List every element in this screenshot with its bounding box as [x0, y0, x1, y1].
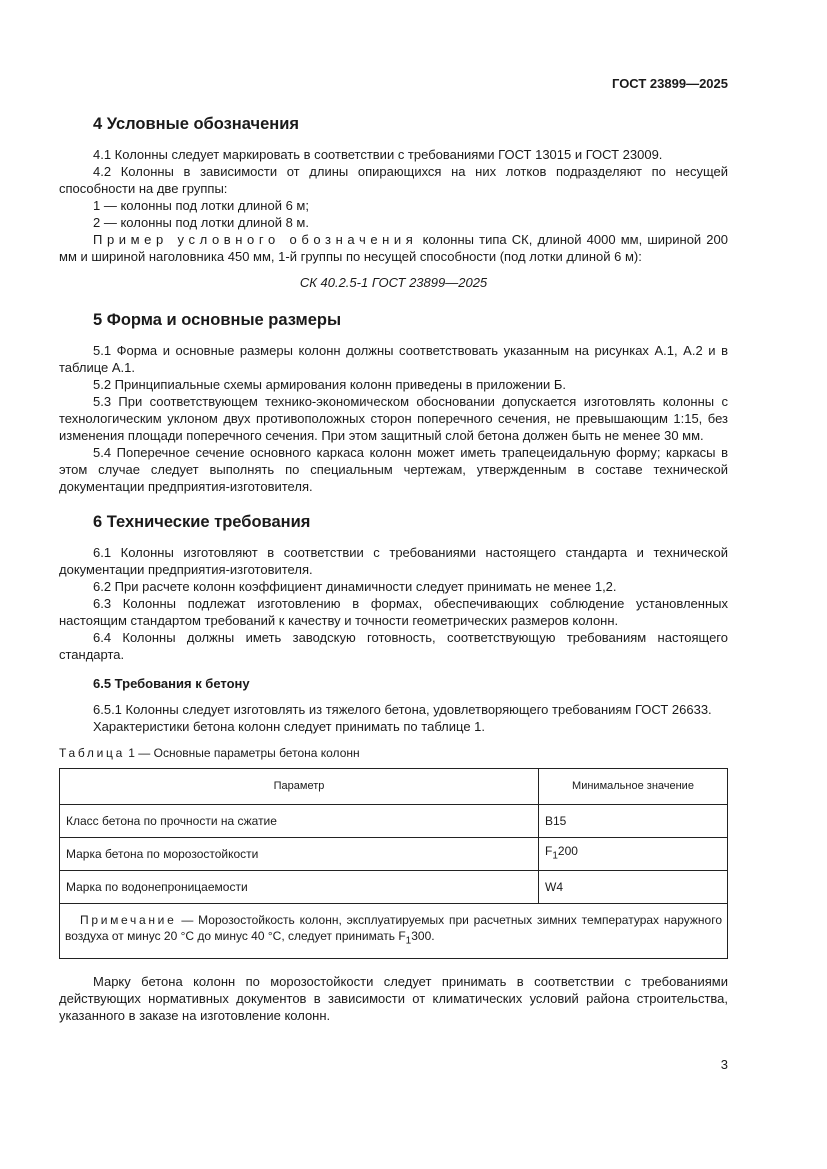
- value-sub: 1: [552, 850, 558, 862]
- example-text: колонны типа СК, длиной 4000 мм, шириной 200 мм и шириной наголовника 450 мм, 1-й группы по несущей способности (под лотки длиной 6 м):: [59, 232, 728, 264]
- note-label: Примечание: [80, 913, 177, 927]
- example-label: Пример условного обозначения: [93, 232, 418, 247]
- paragraph-5-3: 5.3 При соответствующем технико-экономическом обосновании допускается изготовлять колонны с технологическим уклоном двух противоположных сторон поперечного сечения, не превышающим 1:15, без изменения площади поперечного сечения. При этом защитный слой бетона должен быть не менее 30 мм.: [59, 394, 728, 443]
- designation-example: СК 40.2.5-1 ГОСТ 23899—2025: [299, 275, 488, 290]
- paragraph-6-5-1: 6.5.1 Колонны следует изготовлять из тяжелого бетона, удовлетворяющего требованиям ГОСТ 26633.: [93, 702, 712, 717]
- paragraph-4-2-item-2: 2 — колонны под лотки длиной 8 м.: [93, 215, 309, 230]
- value-rest: 200: [557, 844, 578, 859]
- table-caption-text: 1 — Основные параметры бетона колонн: [124, 746, 360, 760]
- page-content: [59, 113, 728, 1024]
- table-row: [60, 838, 728, 871]
- paragraph-5-2: 5.2 Принципиальные схемы армирования колонн приведены в приложении Б.: [93, 377, 566, 392]
- header-min-value: Минимальное значение: [539, 769, 728, 805]
- section-4-title: 4 Условные обозначения: [93, 115, 300, 133]
- paragraph-5-4: 5.4 Поперечное сечение основного каркаса колонн может иметь трапецеидальную форму; каркасы в этом случае следует выполнять по специальным чертежам, утвержденным в составе технической документации предприятия-изготовителя.: [59, 445, 728, 494]
- table-caption-label: Таблица: [59, 746, 125, 760]
- note-text: — Морозостойкость колонн, эксплуатируемых при расчетных зимних температурах наружного воздуха от минус 20 °С до минус 40 °С, следует принимать F: [65, 913, 722, 943]
- closing-paragraph: Марку бетона колонн по морозостойкости следует принимать в соответствии с требованиями действующих нормативных документов в зависимости от климатических условий района строительства, указанного в заказе на изготовление колонн.: [59, 974, 728, 1024]
- paragraph-4-2: 4.2 Колонны в зависимости от длины опирающихся на них лотков подразделяют по несущей способности на две группы:: [59, 164, 728, 196]
- concrete-parameters-table: [59, 768, 728, 959]
- header-parameter: Параметр: [60, 769, 539, 805]
- paragraph-4-1: 4.1 Колонны следует маркировать в соответствии с требованиями ГОСТ 13015 и ГОСТ 23009.: [93, 147, 663, 162]
- value-cell: W4: [539, 871, 728, 904]
- paragraph-6-2: 6.2 При расчете колонн коэффициент динамичности следует принимать не менее 1,2.: [93, 579, 617, 594]
- paragraph-6-3: 6.3 Колонны подлежат изготовлению в формах, обеспечивающих соблюдение установленных настоящим стандартом требований к качеству и точности геометрических размеров колонн.: [59, 596, 728, 628]
- param-cell: Марка по водонепроницаемости: [60, 871, 539, 904]
- value-cell: B15: [539, 805, 728, 838]
- table-note-row: [60, 904, 728, 959]
- paragraph-5-1: 5.1 Форма и основные размеры колонн должны соответствовать указанным на рисунках А.1, А.2 и в таблице А.1.: [59, 343, 728, 375]
- table-caption: [59, 745, 728, 762]
- paragraph-table-reference: Характеристики бетона колонн следует принимать по таблице 1.: [93, 719, 486, 734]
- section-5-title: 5 Форма и основные размеры: [93, 311, 342, 329]
- value-main: F: [545, 844, 553, 859]
- note-end: 300.: [411, 929, 435, 943]
- section-6-title: 6 Технические требования: [93, 513, 311, 531]
- paragraph-6-4: 6.4 Колонны должны иметь заводскую готовность, соответствующую требованиям настоящего стандарта.: [59, 630, 728, 662]
- value-cell: [539, 838, 728, 871]
- paragraph-4-2-item-1: 1 — колонны под лотки длиной 6 м;: [93, 198, 309, 213]
- table-row: [60, 871, 728, 904]
- param-cell: Класс бетона по прочности на сжатие: [60, 805, 539, 838]
- note-sub: 1: [405, 935, 412, 947]
- subsection-6-5-title: 6.5 Требования к бетону: [93, 676, 250, 691]
- standard-number: ГОСТ 23899—2025: [612, 76, 728, 91]
- table-row: [60, 805, 728, 838]
- table-note: [60, 904, 728, 959]
- example-paragraph: [59, 231, 728, 265]
- table-header-row: [60, 769, 728, 805]
- param-cell: Марка бетона по морозостойкости: [60, 838, 539, 871]
- paragraph-6-1: 6.1 Колонны изготовляют в соответствии с требованиями настоящего стандарта и технической документации предприятия-изготовителя.: [59, 545, 728, 577]
- page-number: 3: [720, 1057, 728, 1072]
